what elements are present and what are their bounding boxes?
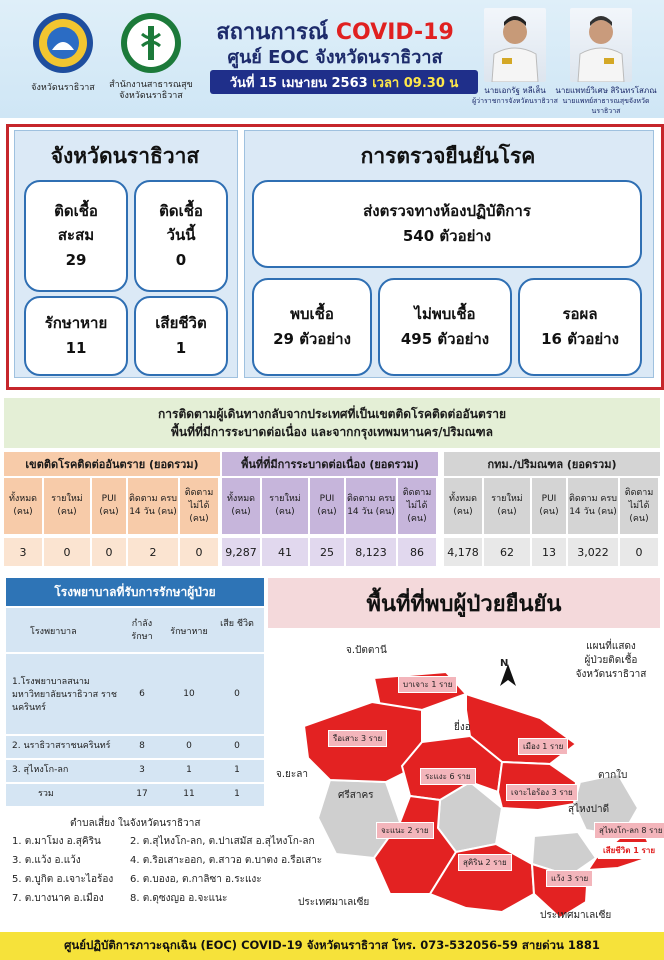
risk-item: 8. ต.ดุซงญอ อ.จะแนะ xyxy=(130,893,228,904)
tracking-column-header: ติดตาม ครบ 14 วัน (คน) xyxy=(568,478,618,534)
tracking-column-header: รายใหม่ (คน) xyxy=(44,478,90,534)
tracking-column-header: ติดตาม ไม่ได้ (คน) xyxy=(180,478,218,534)
risk-item: 1. ต.มาโมง อ.สุคิริน xyxy=(12,836,101,847)
tracking-column-header: ติดตาม ครบ 14 วัน (คน) xyxy=(128,478,178,534)
lab-negative-label: ไม่พบเชื้อ xyxy=(414,305,476,323)
map-label-su-ngai-padi: สุไหงปาดี xyxy=(568,804,610,815)
tracking-column-header: PUI (คน) xyxy=(92,478,126,534)
today-label-1: ติดเชื้อ xyxy=(159,202,203,220)
tracking-column-header: ทั้งหมด (คน) xyxy=(4,478,42,534)
tracking-value-cell: 2 xyxy=(128,538,178,566)
lab-negative-card xyxy=(378,278,512,376)
tracking-value-cell: 0 xyxy=(92,538,126,566)
tracking-title-line1: การติดตามผู้เดินทางกลับจากประเทศที่เป็นเขตติดโรคติดต่ออันตราย xyxy=(158,407,506,421)
province-panel-title: จังหวัดนราธิวาส xyxy=(50,143,200,168)
map-label-yi-ngo: ยี่งอ xyxy=(454,722,471,733)
hospital-row-recovered: 0 xyxy=(186,741,192,751)
hospital-row-deaths: 0 xyxy=(234,741,240,751)
narathiwat-province-seal-icon xyxy=(32,12,94,74)
lab-positive-label: พบเชื้อ xyxy=(290,305,334,323)
lab-positive-card xyxy=(252,278,372,376)
map-tag-bacho: บาเจาะ 1 ราย xyxy=(398,676,457,693)
date-bar xyxy=(210,70,478,94)
deaths-label: เสียชีวิต xyxy=(155,314,207,332)
tracking-column-header: PUI (คน) xyxy=(532,478,566,534)
tracking-value-cell: 86 xyxy=(398,538,436,566)
health-director-photo xyxy=(570,8,632,82)
risk-item: 2. ต.สุไหงโก-ลก, ต.ปาเสมัส อ.สุไหงโก-ลก xyxy=(130,836,315,847)
page-subtitle: ศูนย์ EOC จังหวัดนราธิวาส xyxy=(227,47,443,68)
title-prefix: สถานการณ์ xyxy=(216,20,329,45)
cumulative-value: 29 xyxy=(65,251,87,269)
title-highlight: COVID-19 xyxy=(335,20,454,45)
health-director-name: นายแพทย์วิเศษ สิรินทรโสภณ xyxy=(555,86,657,95)
tracking-value-cell: 3 xyxy=(4,538,42,566)
hospital-table-title: โรงพยาบาลที่รับการรักษาผู้ป่วย xyxy=(6,578,264,606)
tracking-value-cell: 8,123 xyxy=(346,538,396,566)
map-tag-kolok: สุไหงโก-ลก 8 ราย xyxy=(594,822,664,839)
map-label-malaysia-right: ประเทศมาเลเซีย xyxy=(540,910,612,921)
cumulative-label-1: ติดเชื้อ xyxy=(54,202,98,220)
tracking-group-header: กทม./ปริมณฑล (ยอดรวม) xyxy=(444,452,660,476)
lab-positive-value: 29 ตัวอย่าง xyxy=(273,330,351,348)
hospital-row-recovered: 1 xyxy=(186,765,192,775)
tracking-group-header: พื้นที่ที่มีการระบาดต่อเนื่อง (ยอดรวม) xyxy=(222,452,438,476)
risk-item: 7. ต.บางนาค อ.เมือง xyxy=(12,893,104,904)
map-tag-kolok-death: เสียชีวิต 1 ราย xyxy=(598,842,660,859)
map-legend-line1: แผนที่แสดง xyxy=(586,641,636,652)
tracking-column-header: ติดตาม ไม่ได้ (คน) xyxy=(398,478,436,534)
risk-item: 6. ต.บองอ, ต.กาลิซา อ.ระแงะ xyxy=(130,874,262,885)
tracking-value-cell: 25 xyxy=(310,538,344,566)
map-legend xyxy=(566,640,656,682)
tracking-column-header: ทั้งหมด (คน) xyxy=(444,478,482,534)
deaths-value: 1 xyxy=(175,339,187,357)
hospital-total-deaths: 1 xyxy=(234,789,240,799)
public-health-office-logo-icon xyxy=(120,12,182,74)
hospital-row-name: 1.โรงพยาบาลสนาม มหาวิทยาลัยนราธิวาส ราชนครินทร์ xyxy=(12,677,118,713)
governor-photo xyxy=(484,8,546,82)
tracking-column-header: ติดตาม ครบ 14 วัน (คน) xyxy=(346,478,396,534)
hospital-row-name: 3. สุไหงโก-ลก xyxy=(12,765,69,775)
map-tag-rueso: รือเสาะ 3 ราย xyxy=(328,730,387,747)
hospital-header-recovered: รักษาหาย xyxy=(170,627,208,637)
cumulative-label-2: สะสม xyxy=(57,226,95,244)
today-label-2: วันนี้ xyxy=(166,226,196,244)
time-text: เวลา 09.30 น xyxy=(372,75,459,91)
tracking-column-header: รายใหม่ (คน) xyxy=(262,478,308,534)
recovered-label: รักษาหาย xyxy=(44,314,108,332)
lab-sent-card xyxy=(252,180,642,268)
tracking-group-header: เขตติดโรคติดต่ออันตราย (ยอดรวม) xyxy=(4,452,220,476)
map-legend-line2: ผู้ป่วยติดเชื้อ xyxy=(584,655,638,666)
tracking-value-cell: 4,178 xyxy=(444,538,482,566)
hospital-row-deaths: 0 xyxy=(234,689,240,699)
logo2-caption-line2: จังหวัดนราธิวาส xyxy=(119,91,183,101)
map-tag-ra-ngae: ระแงะ 6 ราย xyxy=(420,768,476,785)
today-cases-card xyxy=(134,180,228,292)
governor-caption xyxy=(468,86,562,106)
hospital-header-name: โรงพยาบาล xyxy=(30,627,77,637)
hospital-row xyxy=(6,736,264,759)
tracking-value-cell: 0 xyxy=(620,538,658,566)
hospital-total-recovered: 11 xyxy=(183,789,195,799)
lab-negative-value: 495 ตัวอย่าง xyxy=(400,330,490,348)
map-tag-cho-airong: เจาะไอร้อง 3 ราย xyxy=(506,784,578,801)
deaths-card xyxy=(134,296,228,376)
hospital-header-row xyxy=(6,608,264,653)
lab-pending-label: รอผล xyxy=(562,305,598,323)
tracking-value-cell: 62 xyxy=(484,538,530,566)
tracking-value-cell: 0 xyxy=(44,538,90,566)
lab-sent-label: ส่งตรวจทางห้องปฏิบัติการ xyxy=(363,202,531,220)
recovered-card xyxy=(24,296,128,376)
map-tag-mueang: เมือง 1 ราย xyxy=(518,738,568,755)
hospital-total-row xyxy=(6,784,264,807)
tracking-value-cell: 0 xyxy=(180,538,218,566)
risk-list-title: ตำบลเสี่ยง ในจังหวัดนราธิวาส xyxy=(70,818,201,829)
today-value: 0 xyxy=(175,251,187,269)
governor-title: ผู้ว่าราชการจังหวัดนราธิวาส xyxy=(472,97,558,105)
hospital-row xyxy=(6,760,264,783)
map-title: พื้นที่ที่พบผู้ป่วยยืนยัน xyxy=(366,591,562,617)
health-director-title: นายแพทย์สาธารณสุขจังหวัดนราธิวาส xyxy=(562,97,650,115)
logo2-caption-line1: สำนักงานสาธารณสุข xyxy=(109,80,193,90)
tracking-column-header: PUI (คน) xyxy=(310,478,344,534)
recovered-value: 11 xyxy=(65,339,87,357)
tracking-title-line2: พื้นที่ที่มีการระบาดต่อเนื่อง และจากกรุงเทพมหานคร/ปริมณฑล xyxy=(171,425,493,439)
cumulative-cases-card xyxy=(24,180,128,292)
tracking-column-header: รายใหม่ (คน) xyxy=(484,478,530,534)
hospital-row-recovered: 10 xyxy=(183,689,195,699)
map-legend-line3: จังหวัดนราธิวาส xyxy=(575,669,647,680)
tracking-value-cell: 13 xyxy=(532,538,566,566)
risk-item: 3. ต.แว้ง อ.แว้ง xyxy=(12,855,81,866)
tracking-column-header: ติดตาม ไม่ได้ (คน) xyxy=(620,478,658,534)
tracking-title xyxy=(4,398,660,448)
logo1-caption: จังหวัดนราธิวาส xyxy=(31,83,95,93)
health-director-portrait-icon xyxy=(570,8,632,82)
lab-pending-card xyxy=(518,278,642,376)
hospital-row-name: 2. นราธิวาสราชนครินทร์ xyxy=(12,741,111,751)
risk-item: 5. ต.บูกิต อ.เจาะไอร้อง xyxy=(12,874,114,885)
map-label-yala: จ.ยะลา xyxy=(276,769,309,780)
hospital-row-treating: 3 xyxy=(139,765,145,775)
governor-name: นายเอกรัฐ หลีเส็น xyxy=(484,86,546,95)
lab-pending-value: 16 ตัวอย่าง xyxy=(541,330,619,348)
date-text: วันที่ 15 เมษายน 2563 xyxy=(229,75,368,91)
risk-item: 4. ต.ริอเสาะออก, ต.สาวอ ต.บาตง อ.รือเสาะ xyxy=(130,855,323,866)
map-tag-waeng: แว้ง 3 ราย xyxy=(546,870,593,887)
hospital-total-treating: 17 xyxy=(136,789,148,799)
north-label: N xyxy=(500,658,509,669)
tracking-value-cell: 9,287 xyxy=(222,538,260,566)
map-tag-chanae: จะแนะ 2 ราย xyxy=(376,822,434,839)
hospital-header-deaths: เสีย ชีวิต xyxy=(220,619,254,629)
map-label-tak-bai: ตากใบ xyxy=(598,770,628,781)
map-label-sri-sakhon: ศรีสาคร xyxy=(338,790,374,801)
map-label-malaysia-left: ประเทศมาเลเซีย xyxy=(298,897,370,908)
lab-panel-title: การตรวจยืนยันโรค xyxy=(360,143,536,168)
health-director-caption xyxy=(552,86,660,116)
hospital-header-treating: กำลัง รักษา xyxy=(131,619,153,642)
governor-portrait-icon xyxy=(484,8,546,82)
hospital-row-treating: 8 xyxy=(139,741,145,751)
hospital-row-deaths: 1 xyxy=(234,765,240,775)
footer-contact: ศูนย์ปฏิบัติการภาวะฉุกเฉิน (EOC) COVID-19 จังหวัดนราธิวาส โทร. 073-532056-59 สายด่วน 1881 xyxy=(0,932,664,960)
hospital-total-label: รวม xyxy=(38,789,54,799)
logo2-caption xyxy=(104,80,198,102)
tracking-value-cell: 3,022 xyxy=(568,538,618,566)
tracking-value-cell: 41 xyxy=(262,538,308,566)
hospital-row xyxy=(6,654,264,735)
hospital-row-treating: 6 xyxy=(139,689,145,699)
tracking-column-header: ทั้งหมด (คน) xyxy=(222,478,260,534)
map-label-pattani: จ.ปัตตานี xyxy=(346,645,387,656)
lab-sent-value: 540 ตัวอย่าง xyxy=(402,227,492,245)
map-tag-sukhirin: สุคิริน 2 ราย xyxy=(458,854,512,871)
